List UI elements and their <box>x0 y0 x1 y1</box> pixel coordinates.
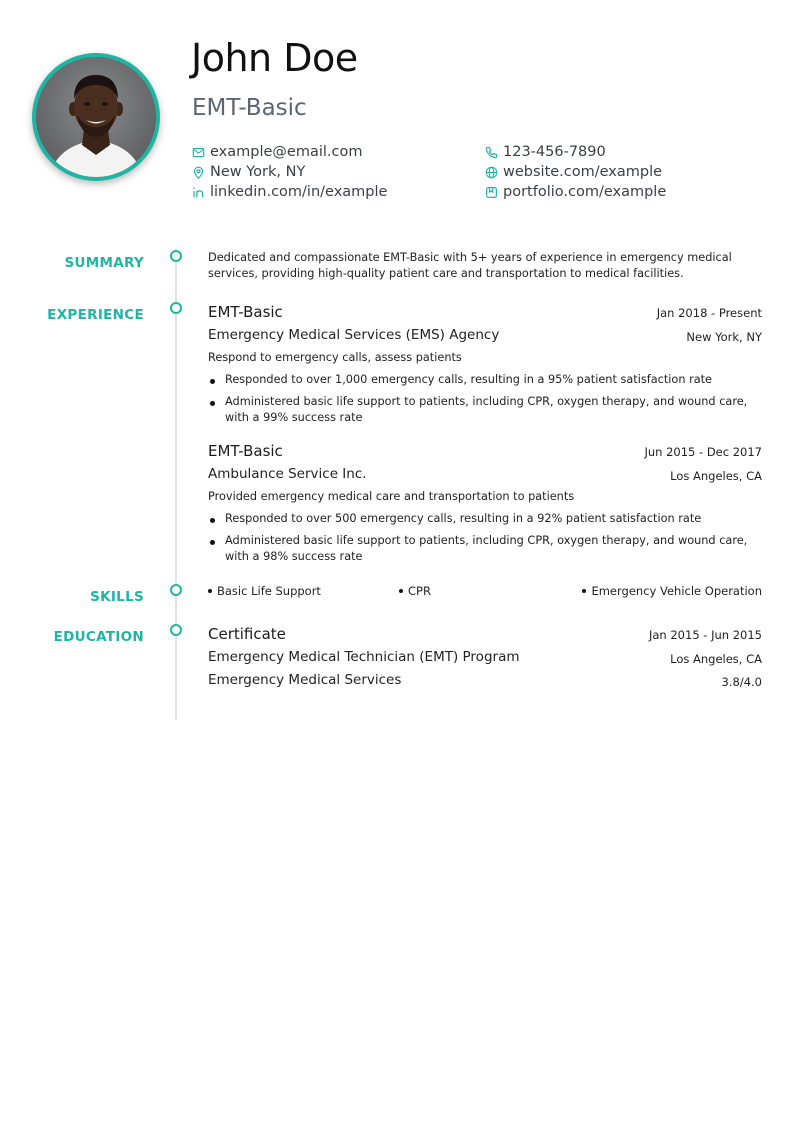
skills-section <box>208 584 762 602</box>
location-text: New York, NY <box>210 164 306 180</box>
job-company-row <box>208 327 762 347</box>
portfolio-text: portfolio.com/example <box>503 184 667 200</box>
education-program-row <box>208 649 762 669</box>
job-company: Emergency Medical Services (EMS) Agency <box>208 327 500 343</box>
list-item: Responded to over 500 emergency calls, resulting in a 92% patient satisfaction rate <box>208 511 762 527</box>
phone-text: 123-456-7890 <box>503 144 606 160</box>
timeline-dot-education <box>170 624 182 636</box>
summary-text: Dedicated and compassionate EMT-Basic with 5+ years of experience in emergency medical services, providing high-quality patient care and transportation to medical facilities. <box>208 251 732 280</box>
candidate-headline: EMT-Basic <box>192 95 307 121</box>
job-description: Respond to emergency calls, assess patients <box>208 351 462 364</box>
map-pin-icon <box>192 166 205 179</box>
linkedin-text: linkedin.com/in/example <box>210 184 388 200</box>
email-text: example@email.com <box>210 144 363 160</box>
job-title: EMT-Basic <box>208 442 283 460</box>
education-location: Los Angeles, CA <box>670 652 762 666</box>
education-degree: Certificate <box>208 625 286 643</box>
job-company-row <box>208 466 762 486</box>
education-institution-row <box>208 672 762 692</box>
linkedin-icon <box>192 186 205 199</box>
timeline-dot-summary <box>170 250 182 262</box>
contact-linkedin[interactable] <box>192 182 387 202</box>
globe-icon <box>485 166 498 179</box>
timeline-line <box>175 262 177 720</box>
summary-section <box>208 250 762 282</box>
contact-email[interactable] <box>192 142 362 162</box>
education-item <box>208 625 762 692</box>
section-title-experience: EXPERIENCE <box>47 307 144 323</box>
profile-photo-frame <box>32 53 160 181</box>
job-bullets <box>208 511 762 565</box>
job-location: Los Angeles, CA <box>670 469 762 483</box>
education-date: Jan 2015 - Jun 2015 <box>648 628 762 642</box>
job-date: Jun 2015 - Dec 2017 <box>644 445 762 459</box>
list-item: Responded to over 1,000 emergency calls, resulting in a 95% patient satisfaction rate <box>208 372 762 388</box>
contact-phone[interactable] <box>485 142 606 162</box>
mail-icon <box>192 146 205 159</box>
candidate-name: John Doe <box>191 36 358 80</box>
job-header-row <box>208 442 762 462</box>
contact-website[interactable] <box>485 162 662 182</box>
education-header-row <box>208 625 762 645</box>
education-gpa: 3.8/4.0 <box>721 675 762 689</box>
phone-icon <box>485 146 498 159</box>
list-item: Administered basic life support to patients, including CPR, oxygen therapy, and wound care, with a 99% success rate <box>208 394 762 426</box>
skill-item: CPR <box>399 584 431 598</box>
experience-item <box>208 303 762 426</box>
experience-item <box>208 442 762 565</box>
avatar <box>36 57 156 177</box>
skill-item: Emergency Vehicle Operation <box>582 584 762 598</box>
education-institution: Emergency Medical Services <box>208 672 402 688</box>
timeline-dot-experience <box>170 302 182 314</box>
list-item: Administered basic life support to patients, including CPR, oxygen therapy, and wound care, with a 98% success rate <box>208 533 762 565</box>
contact-portfolio[interactable] <box>485 182 666 202</box>
job-title: EMT-Basic <box>208 303 283 321</box>
section-title-summary: SUMMARY <box>64 255 144 271</box>
website-text: website.com/example <box>503 164 663 180</box>
skills-row <box>208 584 762 602</box>
section-title-education: EDUCATION <box>53 629 144 645</box>
job-location: New York, NY <box>686 330 762 344</box>
job-bullets <box>208 372 762 426</box>
timeline-dot-skills <box>170 584 182 596</box>
job-date: Jan 2018 - Present <box>656 306 762 320</box>
skill-item: Basic Life Support <box>208 584 321 598</box>
job-company: Ambulance Service Inc. <box>208 466 367 482</box>
contact-location <box>192 162 305 182</box>
portfolio-icon <box>485 186 498 199</box>
job-description: Provided emergency medical care and transportation to patients <box>208 490 575 503</box>
section-title-skills: SKILLS <box>90 589 144 605</box>
education-program: Emergency Medical Technician (EMT) Program <box>208 649 520 665</box>
job-header-row <box>208 303 762 323</box>
